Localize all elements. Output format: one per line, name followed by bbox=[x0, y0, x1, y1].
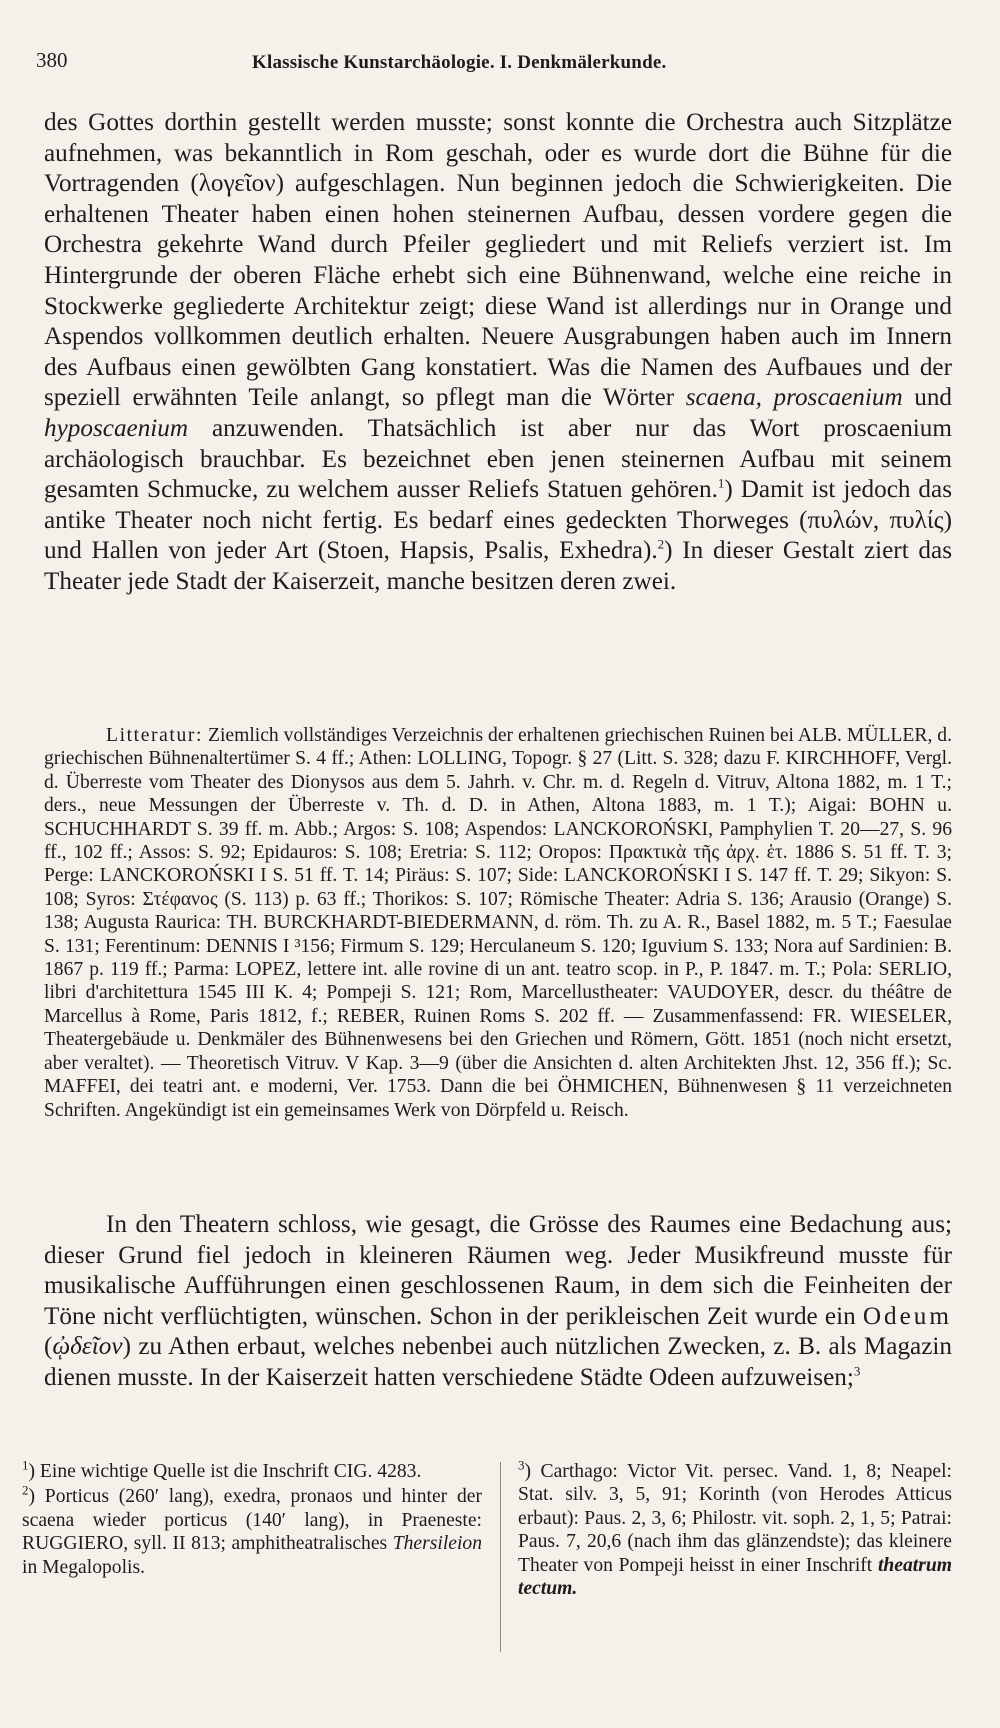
term-hyposcaenium: hyposcaenium bbox=[44, 414, 189, 442]
term-scaena: scaena, bbox=[685, 384, 762, 412]
paragraph-text: ) zu Athen erbaut, welches nebenbei auch nützlichen Zwecken, z. B. als Magazin dienen musste. In der Kaiserzeit hatten verschiedene Städte Odeen aufzuweisen; bbox=[44, 1333, 952, 1391]
footnote-text: ) Eine wichtige Quelle ist die Inschrift CIG. 4283. bbox=[28, 1461, 422, 1482]
term-odeum: Odeum bbox=[862, 1302, 952, 1330]
footnote-number: 1 bbox=[22, 1457, 29, 1473]
term-proscaenium: proscaenium bbox=[773, 384, 903, 412]
footnote-number: 3 bbox=[518, 1457, 525, 1473]
literature-text: Ziemlich vollständiges Verzeichnis der erhaltenen griechischen Ruinen bei ALB. MÜLLER, d. griechischen Bühnenaltertümer S. 4 ff.; Athen: LOLLING, Topogr. § 27 (Litt. S. 328; dazu F. KIRCHHOFF, Vergl. d. Überreste vom Theater des Dionysos aus dem 5. Jahrh. v. Chr. m. d. Regeln d. Vitruv, Altona 1882, m. 1 T.; ders., neue Messungen der Überreste v. Th. d. D. in Athen, Altona 1883, m. 1 T.); Aigai: BOHN u. SCHUCHHARDT S. 39 ff. m. Abb.; Argos: S. 108; Aspendos: LANCKOROŃSKI, Pamphylien T. 20—27, S. 96 ff., 102 ff.; Assos: S. 92; Epidauros: S. 108; Eretria: S. 112; Oropos: Πρακτικὰ τῆς ἀρχ. ἑτ. 1886 S. 51 ff. T. 3; Perge: LANCKOROŃSKI I S. 51 ff. T. 14; Piräus: S. 107; Side: LANCKOROŃSKI I S. 147 ff. T. 29; Sikyon: S. 108; Syros: Στέφανος (S. 113) p. 63 ff.; Thorikos: S. 107; Römische Theater: Adria S. 136; Arausio (Orange) S. 138; Augusta Raurica: TH. BURCKHARDT-BIEDERMANN, d. röm. Th. zu A. R., Basel 1882, m. 5 T.; Faesulae S. 131; Ferentinum: DENNIS I ³156; Firmum S. 129; Herculaneum S. 120; Iguvium S. 133; Nora auf Sardinien: B. 1867 p. 119 ff.; Parma: LOPEZ, lettere int. alle rovine di un ant. teatro scop. in P., P. 1847. m. T.; Pola: SERLIO, libri d'architettura 1545 III K. 4; Pompeji S. 121; Rom, Marcellustheater: VAUDOYER, descr. du théâtre de Marcellus à Rome, Paris 1812, f.; REBER, Ruinen Roms S. 202 ff. — Zusammenfassend: FR. WIESELER, Theatergebäude u. Denkmäler des Bühnenwesens bei den Griechen und Römern, Gött. 1851 (noch nicht ersetzt, aber veraltet). — Theoretisch Vitruv. V Kap. 3—9 (über die Ansichten d. alten Architekten Jhst. 12, 356 ff.); Sc. MAFFEI, dei teatri ant. e moderni, Ver. 1753. Dann die bei ÖHMICHEN, Bühnenwesen § 11 verzeichneten Schriften. Angekündigt ist ein gemeinsames Werk von Dörpfeld u. Reisch. bbox=[44, 725, 952, 1121]
greek-term: λογεῖον bbox=[198, 170, 276, 198]
footnote-bold-term: theatrum tectum. bbox=[518, 1554, 952, 1600]
paragraph-text: ) und Hallen von jeder Art (Stoen, Hapsis, Psalis, Exhedra). bbox=[44, 506, 952, 565]
footnote-text: ) Porticus (260′ lang), exedra, pronaos und hinter der scaena wieder porticus (140′ lang), in Praeneste: RUGGIERO, syll. II 813; amphitheatralisches bbox=[22, 1486, 482, 1555]
footnote-text: in Megalopolis. bbox=[22, 1556, 145, 1578]
footnotes bbox=[22, 1457, 952, 1720]
footnote-ref-1[interactable]: 1 bbox=[717, 475, 725, 491]
running-head: Klassische Kunstarchäologie. I. Denkmälerkunde. bbox=[252, 52, 667, 73]
footnote-italic-term: Thersileion bbox=[392, 1533, 482, 1555]
footnote-ref-3[interactable]: 3 bbox=[853, 1363, 861, 1379]
literature-label: Litteratur: bbox=[106, 725, 204, 746]
paren-open: ( bbox=[44, 1333, 53, 1361]
page-header bbox=[36, 48, 956, 78]
footnote-1 bbox=[22, 1457, 482, 1483]
greek-term: πυλών, πυλίς bbox=[807, 506, 944, 534]
footnote-2 bbox=[22, 1482, 482, 1579]
page-number: 380 bbox=[36, 48, 68, 72]
paragraph-text: ) In dieser Gestalt ziert das Theater jede Stadt der Kaiserzeit, manche besitzen deren zwei. bbox=[44, 537, 952, 595]
paragraph-text: ) Damit ist jedoch das antike Theater noch nicht fertig. Es bedarf eines gedeckten Thorweges ( bbox=[44, 476, 952, 534]
paragraph-text: ) aufgeschlagen. Nun beginnen jedoch die Schwierigkeiten. Die erhaltenen Theater haben einen hohen steinernen Aufbau, dessen vordere gegen die Orchestra gekehrte Wand durch Pfeiler gegliedert und mit Reliefs verziert ist. Im Hintergrunde der oberen Fläche erhebt sich eine Bühnenwand, welche eine reiche in Stockwerke gegliederte Architektur zeigt; diese Wand ist allerdings nur in Orange und Aspendos vollkommen deutlich erhalten. Neuere Ausgrabungen haben auch im Innern des Aufbaus einen gewölbten Gang konstatiert. Was die Namen des Aufbaues und der speziell erwähnten Teile anlangt, so pflegt man die Wörter bbox=[44, 170, 952, 412]
column-divider bbox=[500, 1462, 501, 1652]
paragraph-text: anzuwenden. Thatsächlich ist aber nur das Wort proscaenium archäologisch brauchbar. Es bezeichnet eben jenen steinernen Aufbau mit seinem gesamten Schmucke, zu welchem ausser Reliefs Statuen gehören. bbox=[44, 414, 952, 504]
greek-term: ᾠδεῖον bbox=[52, 1333, 123, 1361]
main-paragraph bbox=[44, 108, 952, 598]
paragraph-text: des Gottes dorthin gestellt werden musste; sonst konnte die Orchestra auch Sitzplätze aufnehmen, was bekanntlich in Rom geschah, oder es wurde dort die Bühne für die Vortragenden ( bbox=[44, 109, 952, 198]
footnote-number: 2 bbox=[22, 1482, 29, 1498]
literature-section bbox=[44, 724, 952, 1122]
footnotes-left-column bbox=[22, 1457, 482, 1581]
footnote-text: ) Carthago: Victor Vit. persec. Vand. 1, 8; Neapel: Stat. silv. 3, 5, 91; Korinth (von Herodes Atticus erbaut): Paus. 2, 3, 6; Philostr. vit. soph. 2, 1, 5; Patrai: Paus. 7, 20,6 (nach ihm das glänzendste); das kleinere Theater von Pompeji heisst in einer Inschrift bbox=[518, 1461, 952, 1576]
footnote-3 bbox=[518, 1457, 952, 1600]
odeum-paragraph bbox=[44, 1210, 952, 1394]
footnotes-right-column bbox=[518, 1457, 952, 1602]
paragraph-text: In den Theatern schloss, wie gesagt, die Grösse des Raumes eine Bedachung aus; dieser Grund fiel jedoch in kleineren Räumen weg. Jeder Musikfreund musste für musikalische Aufführungen einen geschlossenen Raum, in dem sich die Feinheiten der Töne nicht verflüchtigten, wünschen. Schon in der perikleischen Zeit wurde ein bbox=[44, 1211, 952, 1330]
footnote-ref-2[interactable]: 2 bbox=[657, 536, 665, 552]
conjunction: und bbox=[902, 384, 952, 412]
